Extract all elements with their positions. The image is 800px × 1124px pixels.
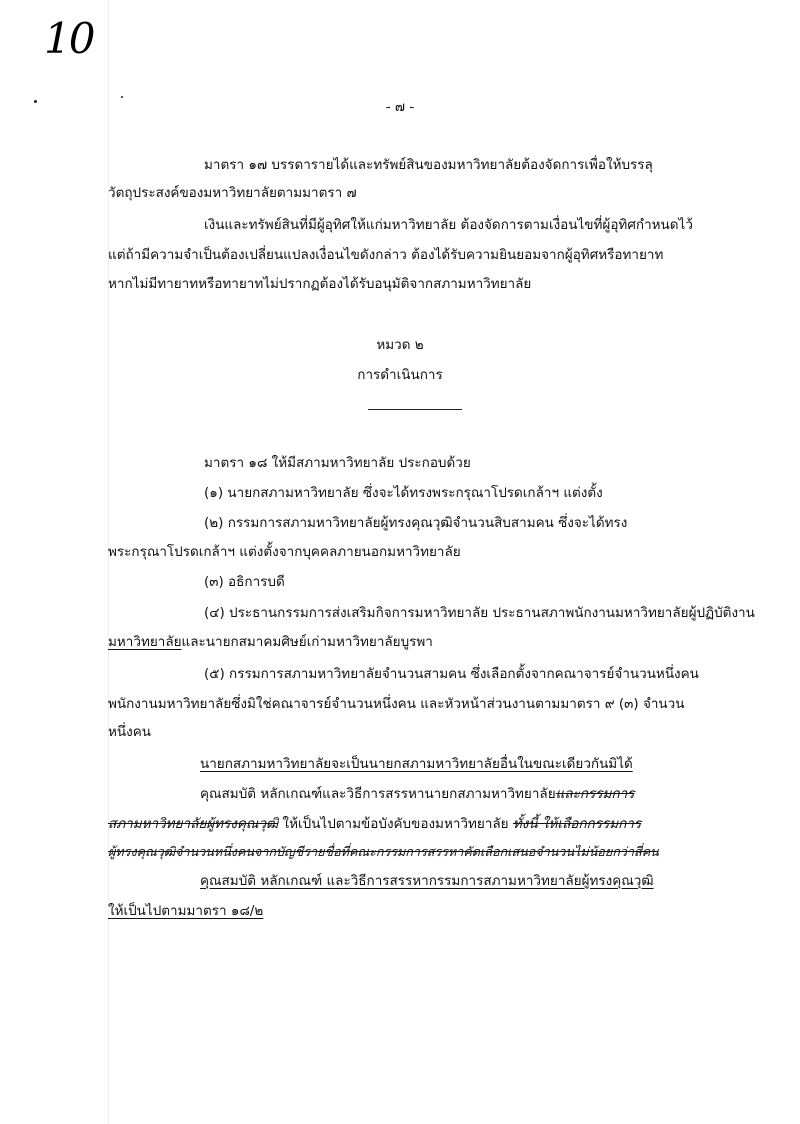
struck-text: สภามหาวิทยาลัยผู้ทรงคุณวุฒิ	[108, 816, 279, 832]
section-18-item-1: (๑) นายกสภามหาวิทยาลัย ซึ่งจะได้ทรงพระกรุณาโปรดเกล้าฯ แต่งตั้ง	[204, 485, 603, 501]
chapter-number: หมวด ๒	[376, 337, 424, 353]
underlined-amendment: มหาวิทยาลัย	[108, 634, 182, 650]
item-4-text: และนายกสมาคมศิษย์เก่ามหาวิทยาลัยบูรพา	[181, 634, 433, 650]
qualification-line-2	[108, 814, 641, 834]
section-18-item-3: (๓) อธิการบดี	[204, 574, 285, 590]
section-18-item-2-line-1: (๒) กรรมการสภามหาวิทยาลัยผู้ทรงคุณวุฒิจำนวนสิบสามคน ซึ่งจะได้ทรง	[204, 515, 628, 531]
amendment-qualification-line-2: ให้เป็นไปตามมาตรา ๑๘/๒	[108, 903, 264, 919]
section-18-item-4-line-1: (๔) ประธานกรรมการส่งเสริมกิจการมหาวิทยาลัย ประธานสภาพนักงานมหาวิทยาลัยผู้ปฏิบัติงาน	[204, 605, 755, 621]
section-17-para2-line-3: หากไม่มีทายาทหรือทายาทไม่ปรากฏต้องได้รับอนุมัติจากสภามหาวิทยาลัย	[108, 276, 532, 292]
qualification-line-3-struck: ผู้ทรงคุณวุฒิจำนวนหนึ่งคนจากบัญชีรายชื่อที่คณะกรรมการสรรหาคัดเลือกเสนอจำนวนไม่น้อยกว่าสี่คน	[108, 844, 659, 859]
handwritten-page-mark: 10	[44, 14, 94, 63]
section-18-item-2-line-2: พระกรุณาโปรดเกล้าฯ แต่งตั้งจากบุคคลภายนอกมหาวิทยาลัย	[108, 544, 461, 560]
qualification-text: ให้เป็นไปตามข้อบังคับของมหาวิทยาลัย	[278, 816, 513, 832]
section-17-para2-line-2: แต่ถ้ามีความจำเป็นต้องเปลี่ยนแปลงเงื่อนไขดังกล่าว ต้องได้รับความยินยอมจากผู้อุทิศหรือทายาท	[108, 247, 664, 263]
struck-text: ทั้งนี้ ให้เลือกกรรมการ	[512, 816, 642, 832]
section-18-item-5-line-3: หนึ่งคน	[108, 724, 151, 740]
section-17-para2-line-1: เงินและทรัพย์สินที่มีผู้อุทิศให้แก่มหาวิทยาลัย ต้องจัดการตามเงื่อนไขที่ผู้อุทิศกำหนดไว้	[204, 217, 693, 233]
scan-fold-line	[108, 0, 109, 1124]
amendment-qualification-line-1: คุณสมบัติ หลักเกณฑ์ และวิธีการสรรหากรรมการสภามหาวิทยาลัยผู้ทรงคุณวุฒิ	[200, 873, 654, 889]
section-18-item-5-line-2: พนักงานมหาวิทยาลัยซึ่งมิใช่คณาจารย์จำนวนหนึ่งคน และหัวหน้าส่วนงานตามมาตรา ๙ (๓) จำนวน	[108, 696, 685, 712]
section-18-intro: มาตรา ๑๘ ให้มีสภามหาวิทยาลัย ประกอบด้วย	[204, 455, 471, 471]
qualification-text: คุณสมบัติ หลักเกณฑ์และวิธีการสรรหานายกสภามหาวิทยาลัย	[200, 786, 556, 802]
section-18-item-4-line-2	[108, 632, 433, 652]
section-17-line-1: มาตรา ๑๗ บรรดารายได้และทรัพย์สินของมหาวิทยาลัยต้องจัดการเพื่อให้บรรลุ	[204, 157, 653, 173]
qualification-line-1	[200, 784, 634, 804]
chapter-title: การดำเนินการ	[357, 367, 443, 383]
amendment-chairman-restriction: นายกสภามหาวิทยาลัยจะเป็นนายกสภามหาวิทยาลัยอื่นในขณะเดียวกันมิได้	[200, 756, 633, 772]
struck-text: และกรรมการ	[555, 786, 635, 802]
chapter-divider	[368, 409, 462, 410]
section-17-line-2: วัตถุประสงค์ของมหาวิทยาลัยตามมาตรา ๗	[108, 185, 357, 201]
page-number: - ๗ -	[385, 99, 415, 115]
section-18-item-5-line-1: (๕) กรรมการสภามหาวิทยาลัยจำนวนสามคน ซึ่งเลือกตั้งจากคณาจารย์จำนวนหนึ่งคน	[204, 666, 699, 682]
